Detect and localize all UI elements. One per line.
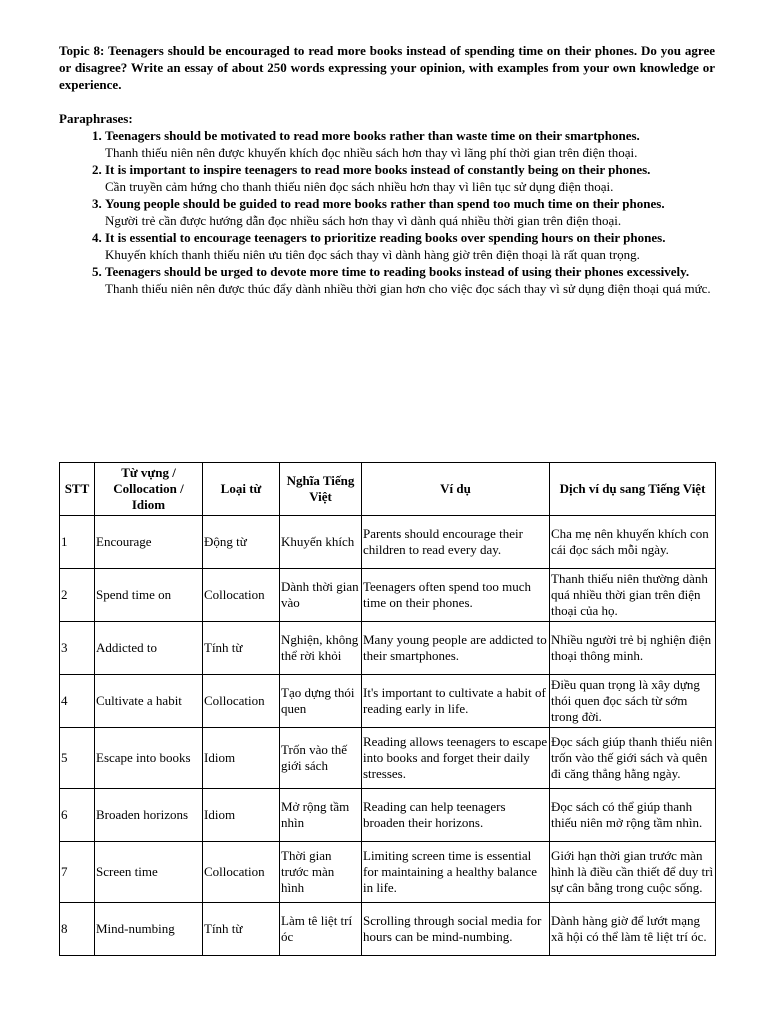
- cell-translation: Đọc sách giúp thanh thiếu niên trốn vào thế giới sách và quên đi căng thẳng hằng ngày.: [550, 728, 716, 789]
- paraphrase-item: [105, 195, 715, 229]
- table-row: [60, 789, 716, 842]
- document-page: [59, 42, 715, 297]
- cell-example: Scrolling through social media for hours can be mind-numbing.: [362, 903, 550, 956]
- cell-meaning: Thời gian trước màn hình: [280, 842, 362, 903]
- cell-stt: 1: [60, 516, 95, 569]
- cell-stt: 4: [60, 675, 95, 728]
- cell-example: Reading can help teenagers broaden their horizons.: [362, 789, 550, 842]
- cell-vocabulary: Escape into books: [95, 728, 203, 789]
- cell-word-type: Idiom: [203, 789, 280, 842]
- paraphrase-english: 3. Young people should be guided to read more books rather than spend too much time on their phones.: [105, 196, 665, 211]
- topic-prompt: Topic 8: Teenagers should be encouraged to read more books instead of spending time on their phones. Do you agree or disagree? Write an essay of about 250 words expressing your opinion, with examples from your own knowledge or experience.: [59, 43, 715, 92]
- cell-stt: 5: [60, 728, 95, 789]
- cell-translation: Điều quan trọng là xây dựng thói quen đọc sách từ sớm trong đời.: [550, 675, 716, 728]
- cell-vocabulary: Spend time on: [95, 569, 203, 622]
- cell-meaning: Khuyến khích: [280, 516, 362, 569]
- cell-word-type: Idiom: [203, 728, 280, 789]
- cell-word-type: Động từ: [203, 516, 280, 569]
- paraphrase-english: 4. It is essential to encourage teenagers to prioritize reading books over spending hours on their phones.: [105, 230, 666, 245]
- paraphrase-list: [59, 127, 715, 297]
- cell-translation: Đọc sách có thể giúp thanh thiếu niên mở rộng tầm nhìn.: [550, 789, 716, 842]
- paraphrase-english: 1. Teenagers should be motivated to read more books rather than waste time on their smartphones.: [105, 128, 640, 143]
- vocabulary-table: [59, 462, 716, 956]
- paraphrase-item: [105, 127, 715, 161]
- cell-stt: 2: [60, 569, 95, 622]
- paraphrase-vietnamese: Người trẻ cần được hướng dẫn đọc nhiều sách hơn thay vì dành quá nhiều thời gian trên điện thoại.: [105, 213, 622, 228]
- cell-example: Limiting screen time is essential for maintaining a healthy balance in life.: [362, 842, 550, 903]
- cell-stt: 6: [60, 789, 95, 842]
- column-header-vocabulary: Từ vựng / Collocation / Idiom: [95, 463, 203, 516]
- cell-word-type: Collocation: [203, 842, 280, 903]
- table-row: [60, 569, 716, 622]
- cell-translation: Giới hạn thời gian trước màn hình là điều cần thiết để duy trì sự cân bằng trong cuộc sống.: [550, 842, 716, 903]
- cell-word-type: Collocation: [203, 569, 280, 622]
- paraphrase-english: 2. It is important to inspire teenagers to read more books instead of constantly being on their phones.: [105, 162, 651, 177]
- table-row: [60, 516, 716, 569]
- cell-vocabulary: Encourage: [95, 516, 203, 569]
- table-row: [60, 675, 716, 728]
- cell-vocabulary: Mind-numbing: [95, 903, 203, 956]
- paraphrase-item: [105, 161, 715, 195]
- cell-word-type: Tính từ: [203, 622, 280, 675]
- paraphrase-item: [105, 229, 715, 263]
- column-header-word-type: Loại từ: [203, 463, 280, 516]
- paraphrase-vietnamese: Khuyến khích thanh thiếu niên ưu tiên đọc sách thay vì dành hàng giờ trên điện thoại là rất quan trọng.: [105, 247, 640, 262]
- table-row: [60, 728, 716, 789]
- table-row: [60, 622, 716, 675]
- column-header-meaning: Nghĩa Tiếng Việt: [280, 463, 362, 516]
- column-header-example: Ví dụ: [362, 463, 550, 516]
- cell-translation: Cha mẹ nên khuyến khích con cái đọc sách mỗi ngày.: [550, 516, 716, 569]
- paraphrase-english: 5. Teenagers should be urged to devote more time to reading books instead of using their phones excessively.: [105, 264, 690, 279]
- paraphrase-vietnamese: Cần truyền cảm hứng cho thanh thiếu niên đọc sách nhiều hơn thay vì liên tục sử dụng điện thoại.: [105, 179, 614, 194]
- cell-meaning: Nghiện, không thể rời khỏi: [280, 622, 362, 675]
- cell-vocabulary: Broaden horizons: [95, 789, 203, 842]
- column-header-translation: Dịch ví dụ sang Tiếng Việt: [550, 463, 716, 516]
- cell-vocabulary: Addicted to: [95, 622, 203, 675]
- cell-stt: 3: [60, 622, 95, 675]
- cell-vocabulary: Screen time: [95, 842, 203, 903]
- cell-meaning: Làm tê liệt trí óc: [280, 903, 362, 956]
- cell-meaning: Tạo dựng thói quen: [280, 675, 362, 728]
- column-header-stt: STT: [60, 463, 95, 516]
- cell-meaning: Trốn vào thế giới sách: [280, 728, 362, 789]
- cell-meaning: Dành thời gian vào: [280, 569, 362, 622]
- cell-meaning: Mở rộng tầm nhìn: [280, 789, 362, 842]
- cell-translation: Nhiều người trẻ bị nghiện điện thoại thông minh.: [550, 622, 716, 675]
- cell-translation: Dành hàng giờ để lướt mạng xã hội có thể làm tê liệt trí óc.: [550, 903, 716, 956]
- cell-example: Parents should encourage their children to read every day.: [362, 516, 550, 569]
- cell-stt: 8: [60, 903, 95, 956]
- paraphrase-item: [105, 263, 715, 297]
- cell-example: It's important to cultivate a habit of reading early in life.: [362, 675, 550, 728]
- table-row: [60, 842, 716, 903]
- table-row: [60, 903, 716, 956]
- cell-example: Teenagers often spend too much time on their phones.: [362, 569, 550, 622]
- cell-word-type: Tính từ: [203, 903, 280, 956]
- cell-vocabulary: Cultivate a habit: [95, 675, 203, 728]
- cell-example: Reading allows teenagers to escape into books and forget their daily stresses.: [362, 728, 550, 789]
- cell-stt: 7: [60, 842, 95, 903]
- table-header-row: [60, 463, 716, 516]
- paraphrases-heading: Paraphrases:: [59, 111, 133, 126]
- paraphrase-vietnamese: Thanh thiếu niên nên được thúc đẩy dành nhiều thời gian hơn cho việc đọc sách thay vì sử dụng điện thoại quá mức.: [105, 281, 711, 296]
- cell-example: Many young people are addicted to their smartphones.: [362, 622, 550, 675]
- cell-word-type: Collocation: [203, 675, 280, 728]
- paraphrase-vietnamese: Thanh thiếu niên nên được khuyến khích đọc nhiều sách hơn thay vì lãng phí thời gian trên điện thoại.: [105, 145, 638, 160]
- cell-translation: Thanh thiếu niên thường dành quá nhiều thời gian trên điện thoại của họ.: [550, 569, 716, 622]
